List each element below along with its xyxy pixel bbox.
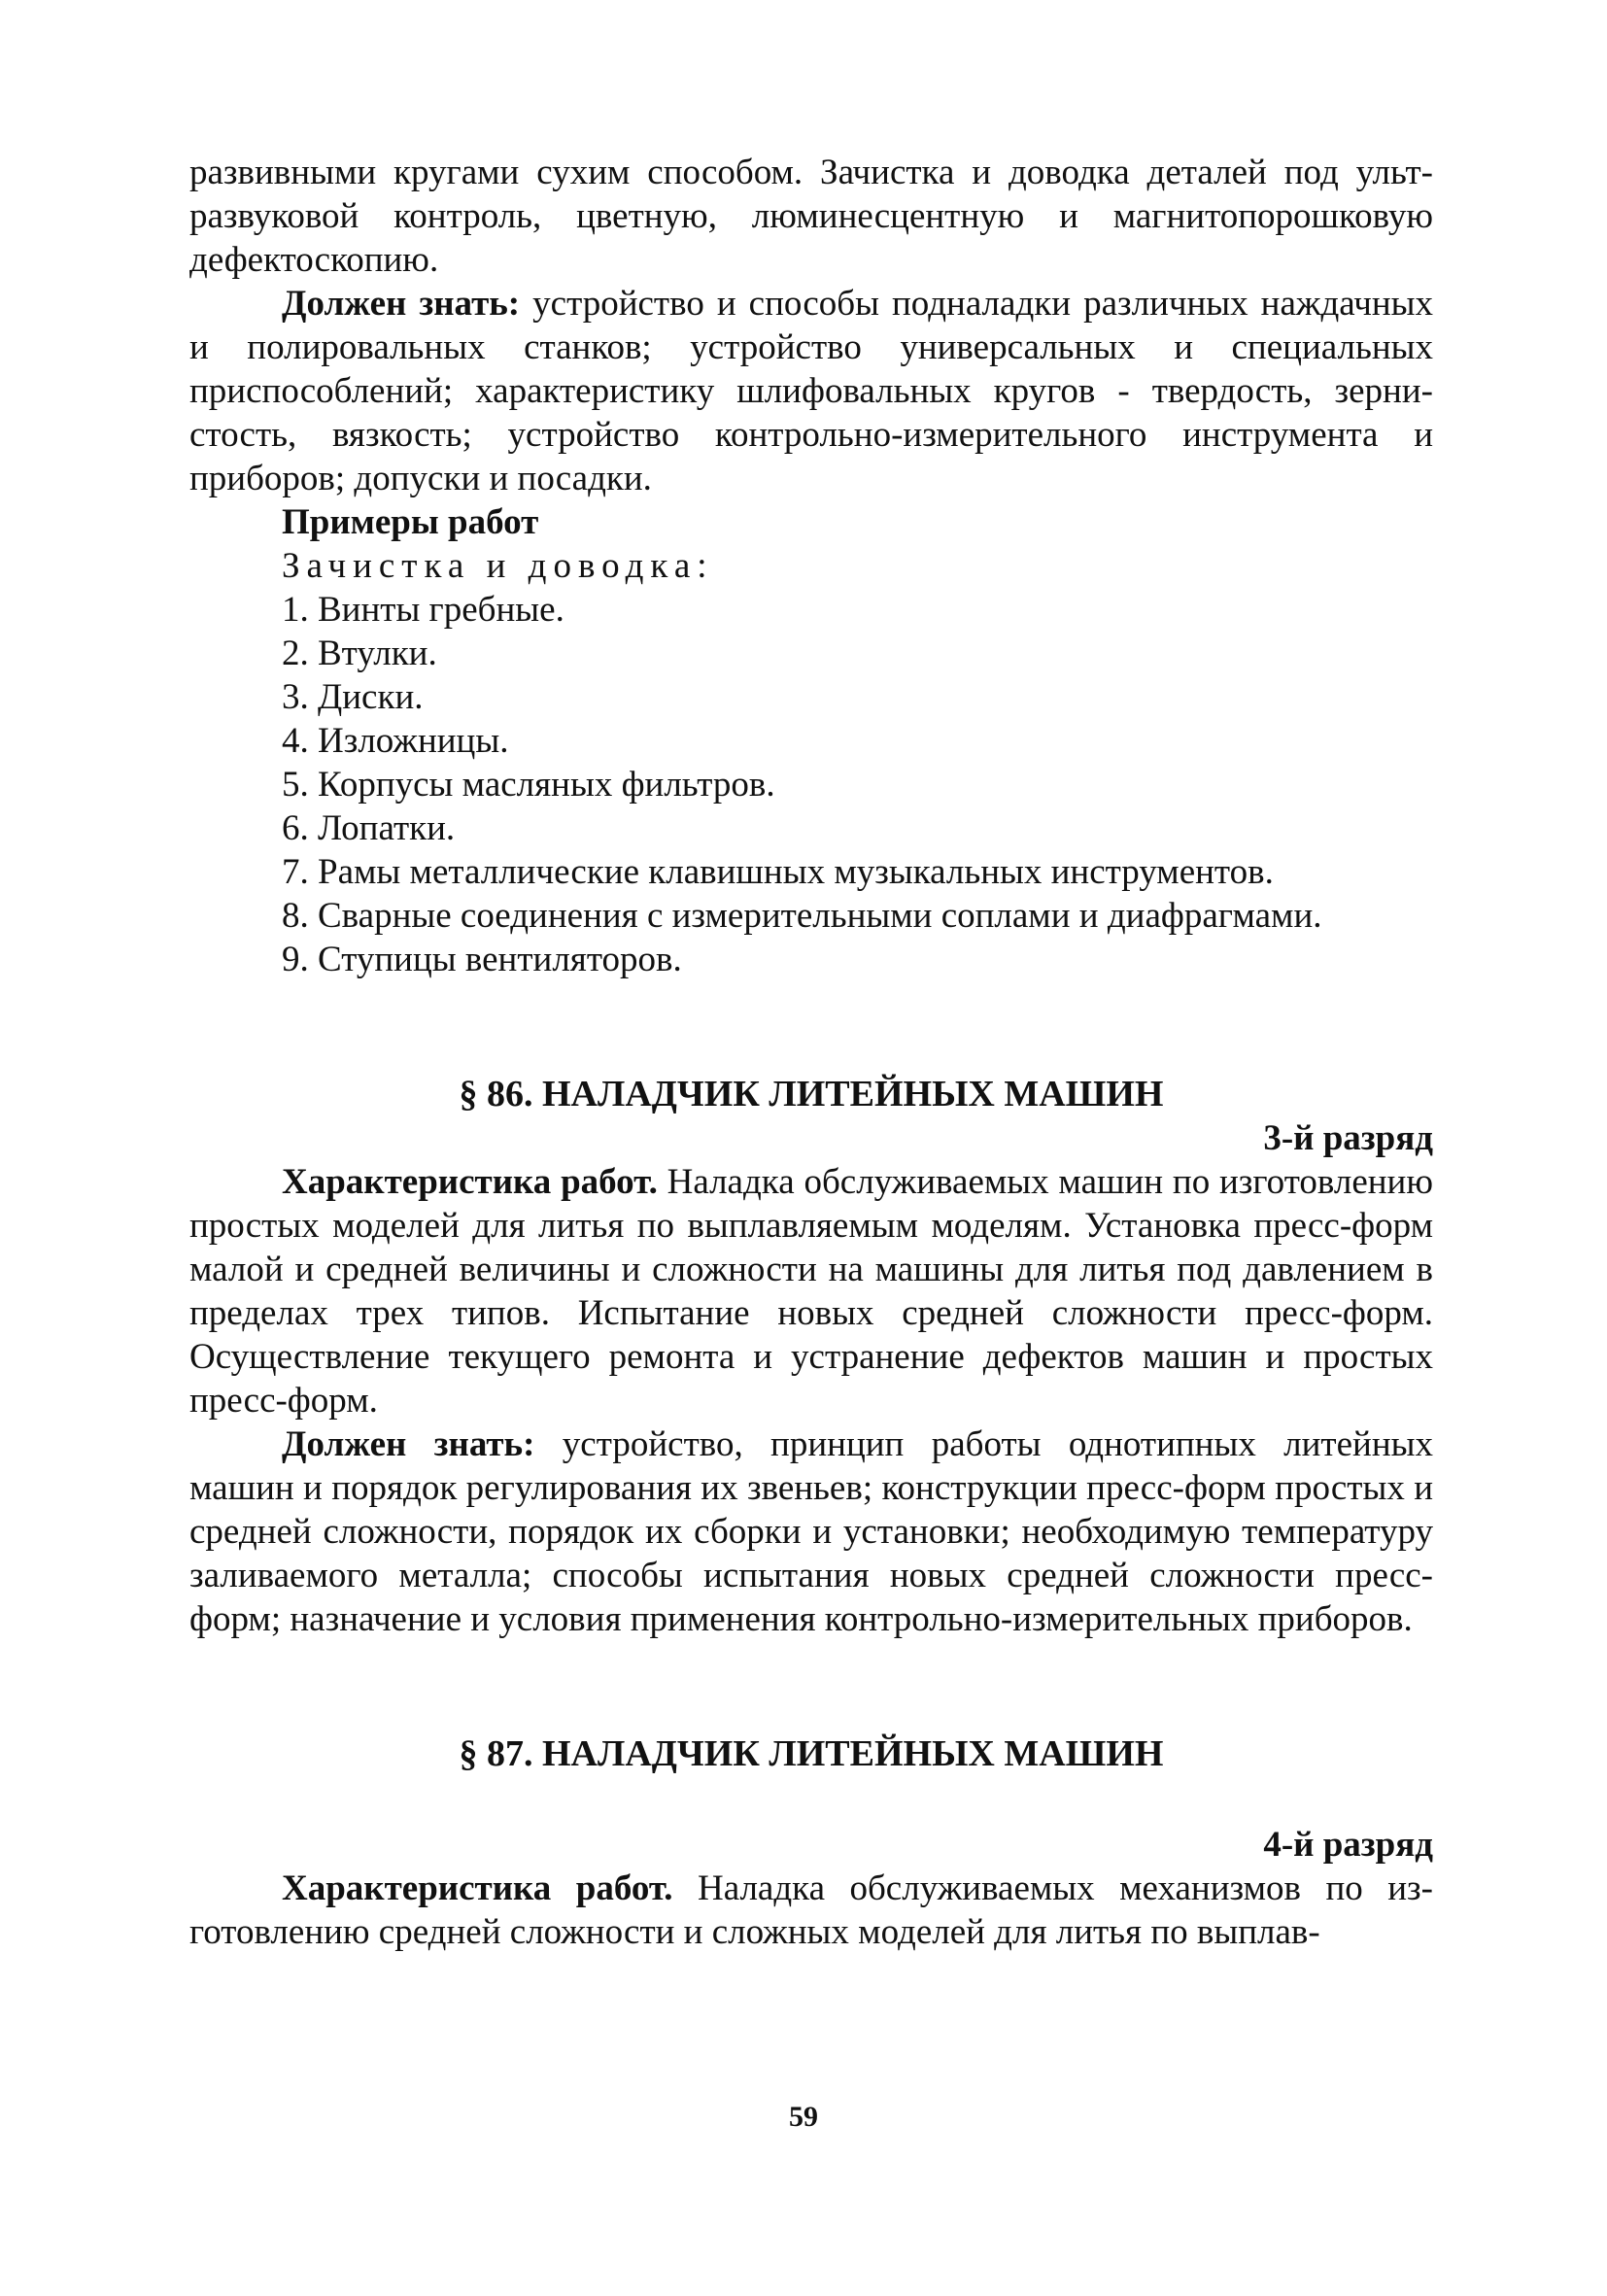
knowledge-label: Должен знать: — [282, 284, 521, 324]
characteristic-text: Наладка обслуживаемых машин по изготовлению простых моделей для литья по выплавляемым моделям. Установка пресс-форм малой и средней величины и сложности на машины для литья под давлением в пределах трех типов. Испытание новых средней сложности пресс-форм. Осуществление текущего ремонта и устранение дефектов машин и простых пресс-форм. — [189, 1162, 1433, 1421]
knowledge-text: устройство и способы подналадки различных наждачных и полировальных станков; устройство универсальных и специальных приспособлений; характеристику шлифовальных кругов - твердость, зернистость, вязкость; устройство контрольно-измерительного инструмента и приборов; допуски и посадки. — [189, 284, 1433, 498]
knowledge-paragraph — [189, 282, 1433, 500]
examples-list — [189, 588, 1433, 981]
document-page — [189, 151, 1433, 1954]
intro-paragraph: развивными кругами сухим способом. Зачистка и доводка деталей под ультразвуковой контроль, цветную, люминесцентную и магнитопорошковую дефектоскопию. — [189, 153, 1433, 280]
section-86-rank: 3-й разряд — [1263, 1118, 1433, 1158]
knowledge-text: устройство, принцип работы однотипных литейных машин и порядок регулирования их звеньев; конструкции пресс-форм простых и средней сложности, порядок их сборки и установки; необходимую температуру заливаемого металла; способы испытания новых средней сложности пресс-форм; назначение и условия применения контрольно-измерительных приборов. — [189, 1424, 1433, 1639]
list-item: 1. Винты гребные. — [282, 590, 564, 630]
list-item: 4. Изложницы. — [282, 721, 509, 761]
characteristic-text: Наладка обслуживаемых механизмов по изготовлению средней сложности и сложных моделей для литья по выплав- — [189, 1868, 1433, 1952]
list-item: 6. Лопатки. — [282, 808, 456, 848]
section-87-title: § 87. НАЛАДЧИК ЛИТЕЙНЫХ МАШИН — [459, 1733, 1164, 1774]
list-item: 2. Втулки. — [282, 634, 437, 673]
section-87-characteristic — [189, 1867, 1433, 1954]
characteristic-label: Характеристика работ. — [282, 1868, 673, 1908]
page-number: 59 — [789, 2101, 818, 2133]
section-86-title: § 86. НАЛАДЧИК ЛИТЕЙНЫХ МАШИН — [459, 1074, 1164, 1114]
section-86-characteristic — [189, 1160, 1433, 1422]
characteristic-label: Характеристика работ. — [282, 1162, 658, 1202]
examples-heading: Примеры работ — [282, 502, 539, 542]
section-86-knowledge — [189, 1422, 1433, 1641]
examples-subheading: Зачистка и доводка: — [282, 546, 714, 586]
list-item: 5. Корпусы масляных фильтров. — [282, 765, 775, 805]
list-item: 7. Рамы металлические клавишных музыкальных инструментов. — [282, 852, 1274, 892]
list-item: 9. Ступицы вентиляторов. — [282, 940, 682, 979]
list-item: 8. Сварные соединения с измерительными соплами и диафрагмами. — [282, 896, 1322, 936]
section-87-rank: 4-й разряд — [1263, 1825, 1433, 1865]
knowledge-label: Должен знать: — [282, 1424, 535, 1464]
list-item: 3. Диски. — [282, 677, 424, 717]
